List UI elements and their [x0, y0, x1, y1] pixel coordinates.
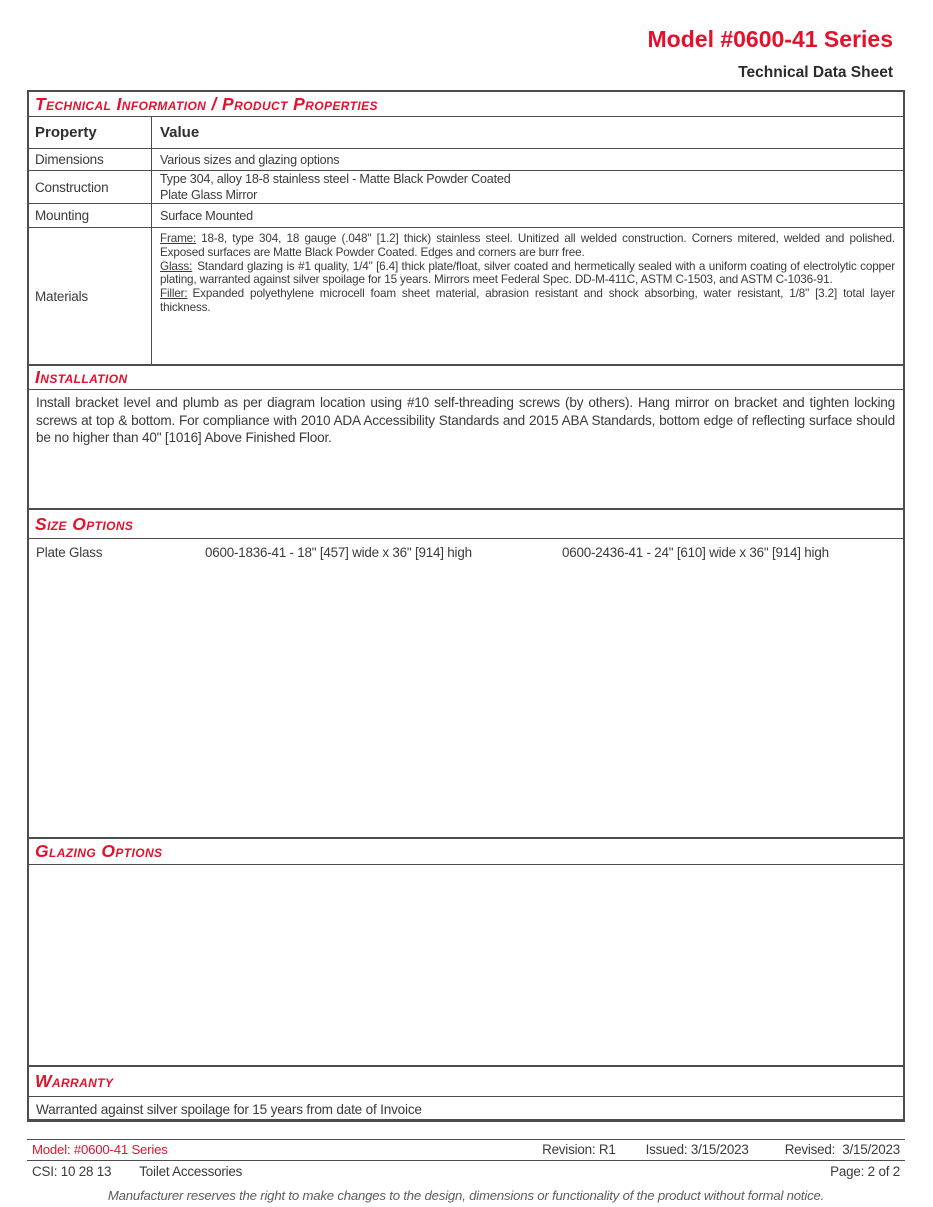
frame-term: Frame:	[160, 232, 197, 245]
construction-label-cell	[29, 171, 152, 203]
glazing-options-heading-text: Glazing Options	[35, 841, 163, 861]
materials-label-cell	[29, 228, 152, 364]
footer-model: Model: #0600-41 Series	[32, 1142, 168, 1157]
footer-csi-code: CSI: 10 28 13	[32, 1164, 112, 1179]
value-header-label: Value	[160, 124, 200, 141]
construction-value-cell	[152, 171, 903, 203]
table-header-row	[29, 117, 903, 149]
footer-issued: Issued: 3/15/2023	[645, 1142, 749, 1157]
table-row-construction	[29, 171, 903, 204]
footer-page-number: Page: 2 of 2	[830, 1164, 900, 1179]
installation-text: Install bracket level and plumb as per diagram location using #10 self-threading screws (by others). Hang mirror on bracket and tighten locking screws at top & bottom. For compliance with 2010 ADA Accessibility Standards and 2015 ABA Standards, bottom edge of reflecting surface should be no higher than 40" [1016] Above Finished Floor.	[36, 395, 895, 446]
technical-information-heading-text: Technical Information / Product Properties	[35, 93, 378, 114]
footer-csi-row	[27, 1161, 905, 1181]
glazing-options-body	[29, 865, 903, 1065]
mounting-label: Mounting	[35, 208, 89, 223]
footer-disclaimer: Manufacturer reserves the right to make changes to the design, dimensions or functionality of the product without formal notice.	[107, 1188, 825, 1203]
document-subtitle: Technical Data Sheet	[738, 64, 893, 81]
installation-heading-text: Installation	[35, 367, 128, 387]
model-title: Model #0600-41 Series	[647, 26, 893, 52]
warranty-text: Warranted against silver spoilage for 15 years from date of Invoice	[36, 1102, 422, 1117]
materials-filler-paragraph	[160, 287, 895, 315]
section-heading-glazing-options	[29, 837, 903, 865]
size-options-heading-text: Size Options	[35, 513, 134, 534]
dimensions-value: Various sizes and glazing options	[160, 152, 340, 167]
dimensions-value-cell	[152, 149, 903, 170]
footer-revision: Revision: R1	[542, 1142, 616, 1157]
installation-body	[29, 390, 903, 508]
materials-glass-paragraph	[160, 260, 895, 288]
dimensions-label-cell	[29, 149, 152, 170]
content-box	[27, 90, 905, 1122]
size-options-body	[29, 539, 903, 837]
table-row-mounting	[29, 204, 903, 228]
table-row-dimensions	[29, 149, 903, 171]
footer-revised: Revised: 3/15/2023	[784, 1142, 900, 1157]
filler-text: Expanded polyethylene microcell foam sheet material, abrasion resistant and shock absorbing, water resistant, 1/8" [3.2] total layer thickness.	[160, 287, 895, 314]
column-header-value	[152, 117, 903, 148]
glass-term: Glass:	[160, 259, 193, 273]
mounting-label-cell	[29, 204, 152, 227]
materials-value-cell	[152, 228, 903, 364]
construction-value-line2: Plate Glass Mirror	[160, 188, 258, 202]
section-heading-technical-information	[29, 92, 903, 117]
mounting-value-cell	[152, 204, 903, 227]
column-header-property	[29, 117, 152, 148]
page-footer	[27, 1139, 905, 1203]
mounting-value: Surface Mounted	[160, 208, 253, 223]
size-options-row	[36, 543, 895, 560]
construction-value-line1: Type 304, alloy 18-8 stainless steel - Matte Black Powder Coated	[160, 172, 511, 186]
filler-term: Filler:	[160, 287, 188, 301]
size-material-label: Plate Glass	[36, 545, 103, 560]
footer-category: Toilet Accessories	[139, 1164, 243, 1179]
size-option-1: 0600-1836-41 - 18" [457] wide x 36" [914] high	[205, 545, 472, 560]
construction-label: Construction	[35, 179, 109, 195]
section-heading-warranty	[29, 1065, 903, 1097]
footer-model-row	[27, 1139, 905, 1161]
warranty-heading-text: Warranty	[35, 1071, 114, 1091]
section-heading-installation	[29, 364, 903, 390]
table-row-materials	[29, 228, 903, 364]
materials-frame-paragraph	[160, 232, 895, 260]
warranty-body	[29, 1097, 903, 1119]
glass-text: Standard glazing is #1 quality, 1/4" [6.4] thick plate/float, silver coated and hermetically sealed with a uniform coating of electrolytic copper plating, warranted against silver spoilage for 15 years. Mirrors meet Federal Spec. DD-M-411C, ASTM C-1503, and ASTM C-1036-91.	[160, 259, 895, 287]
property-header-label: Property	[35, 124, 97, 141]
footer-revision-group	[542, 1142, 900, 1157]
frame-text: 18-8, type 304, 18 gauge (.048" [1.2] thick) stainless steel. Unitized all welded construction. Corners mitered, welded and polished. Exposed surfaces are Matte Black Powder Coated. Edges and corners are burr free.	[160, 232, 895, 259]
document-header	[648, 26, 893, 82]
materials-label: Materials	[35, 288, 88, 304]
section-heading-size-options	[29, 508, 903, 539]
dimensions-label: Dimensions	[35, 152, 104, 167]
size-option-2: 0600-2436-41 - 24" [610] wide x 36" [914] high	[562, 545, 829, 560]
